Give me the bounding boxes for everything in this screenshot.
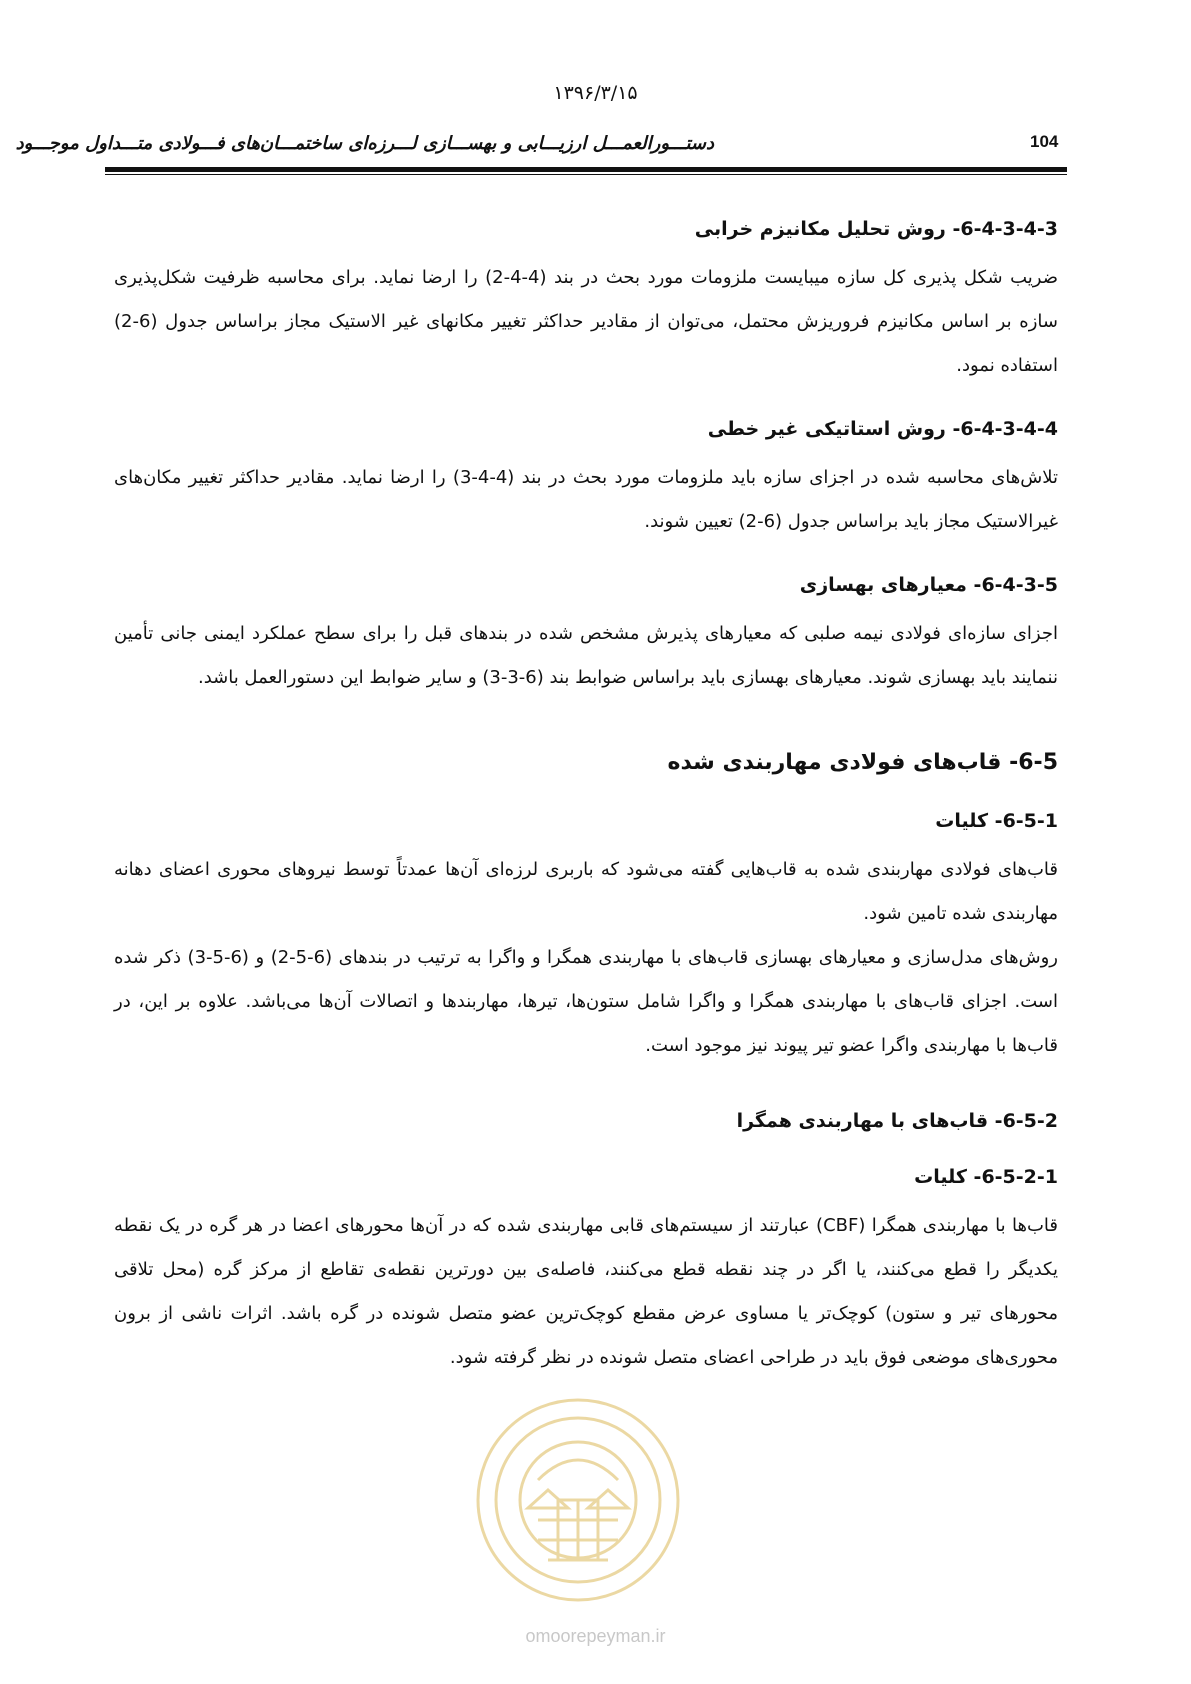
- section-heading: 6-5-1- کلیات: [935, 810, 1058, 832]
- document-date: ۱۳۹۶/۳/۱۵: [553, 82, 638, 104]
- section-paragraph: قاب‌ها با مهاربندی همگرا (CBF) عبارتند از سیستم‌های قابی مهاربندی شده که در آن‌ها محورهای اعضا در هر گره در یک نقطه یکدیگر را قطع می‌کنند، یا اگر در چند نقطه قطع می‌کنند، فاصله‌ی بین دورترین نقطه‌ی تقاطع از مرکز گره (محل تلاقی محورهای تیر و ستون) کوچک‌تر یا مساوی عرض مقطع کوچک‌ترین عضو متصل شونده در گره باشد. اثرات ناشی از برون محوری‌های موضعی فوق باید در طراحی اعضای متصل شونده در نظر گرفته شود.: [114, 1215, 1058, 1368]
- section-heading: 6-4-3-5- معیارهای بهسازی: [799, 574, 1058, 596]
- section-heading: 6-4-3-4-3- روش تحلیل مکانیزم خرابی: [694, 218, 1058, 240]
- page-body: [114, 214, 1058, 1406]
- section-paragraph: ضریب شکل پذیری کل سازه میبایست ملزومات مورد بحث در بند (4-4-2) را ارضا نماید. برای محاسبه ظرفیت شکل‌پذیری سازه بر اساس مکانیزم فروریزش محتمل، می‌توان از مقادیر حداکثر تغییر مکانهای غیر الاستیک مجاز براساس جدول (6-2) استفاده نمود.: [114, 267, 1058, 376]
- section-heading: 6-5-2- قاب‌های با مهاربندی همگرا: [736, 1110, 1058, 1132]
- watermark-url: omoorepeyman.ir: [525, 1626, 666, 1646]
- page-number: 104: [1030, 132, 1059, 151]
- section-heading: 6-5-2-1- کلیات: [914, 1166, 1058, 1188]
- section-paragraph: تلاش‌های محاسبه شده در اجزای سازه باید ملزومات مورد بحث در بند (4-4-3) را ارضا نماید. مقادیر حداکثر تغییر مکان‌های غیرالاستیک مجاز باید براساس جدول (6-2) تعیین شوند.: [114, 467, 1058, 532]
- running-header-title: دستـــورالعمـــل ارزیـــابی و بهســـازی لـــرزه‌ای ساختمـــان‌های فـــولادی متـــداول موجـــود: [15, 133, 714, 154]
- header-rule-thin: [105, 174, 1067, 175]
- header-rule-thick: [105, 167, 1067, 172]
- chapter-heading: 6-5- قاب‌های فولادی مهاربندی شده: [667, 750, 1058, 775]
- section-heading: 6-4-3-4-4- روش استاتیکی غیر خطی: [707, 418, 1058, 440]
- watermark-seal-icon: [468, 1390, 688, 1610]
- section-paragraph: قاب‌های فولادی مهاربندی شده به قاب‌هایی گفته می‌شود که باربری لرزه‌ای آن‌ها عمدتاً توسط نیروهای محوری اعضای دهانه مهاربندی شده تامین شود.: [114, 859, 1058, 924]
- section-paragraph: روش‌های مدل‌سازی و معیارهای بهسازی قاب‌های با مهاربندی همگرا و واگرا به ترتیب در بندهای (6-5-2) و (6-5-3) ذکر شده است. اجزای قاب‌های با مهاربندی همگرا و واگرا شامل ستون‌ها، تیرها، مهاربندها و اتصالات آن‌ها می‌باشد. علاوه بر این، در قاب‌ها با مهاربندی واگرا عضو تیر پیوند نیز موجود است.: [114, 947, 1058, 1056]
- section-paragraph: اجزای سازه‌ای فولادی نیمه صلبی که معیارهای پذیرش مشخص شده در بندهای قبل را برای سطح عملکرد ایمنی جانی تأمین ننمایند باید بهسازی شوند. معیارهای بهسازی باید براساس ضوابط بند (6-3-3) و سایر ضوابط این دستورالعمل باشد.: [114, 623, 1058, 688]
